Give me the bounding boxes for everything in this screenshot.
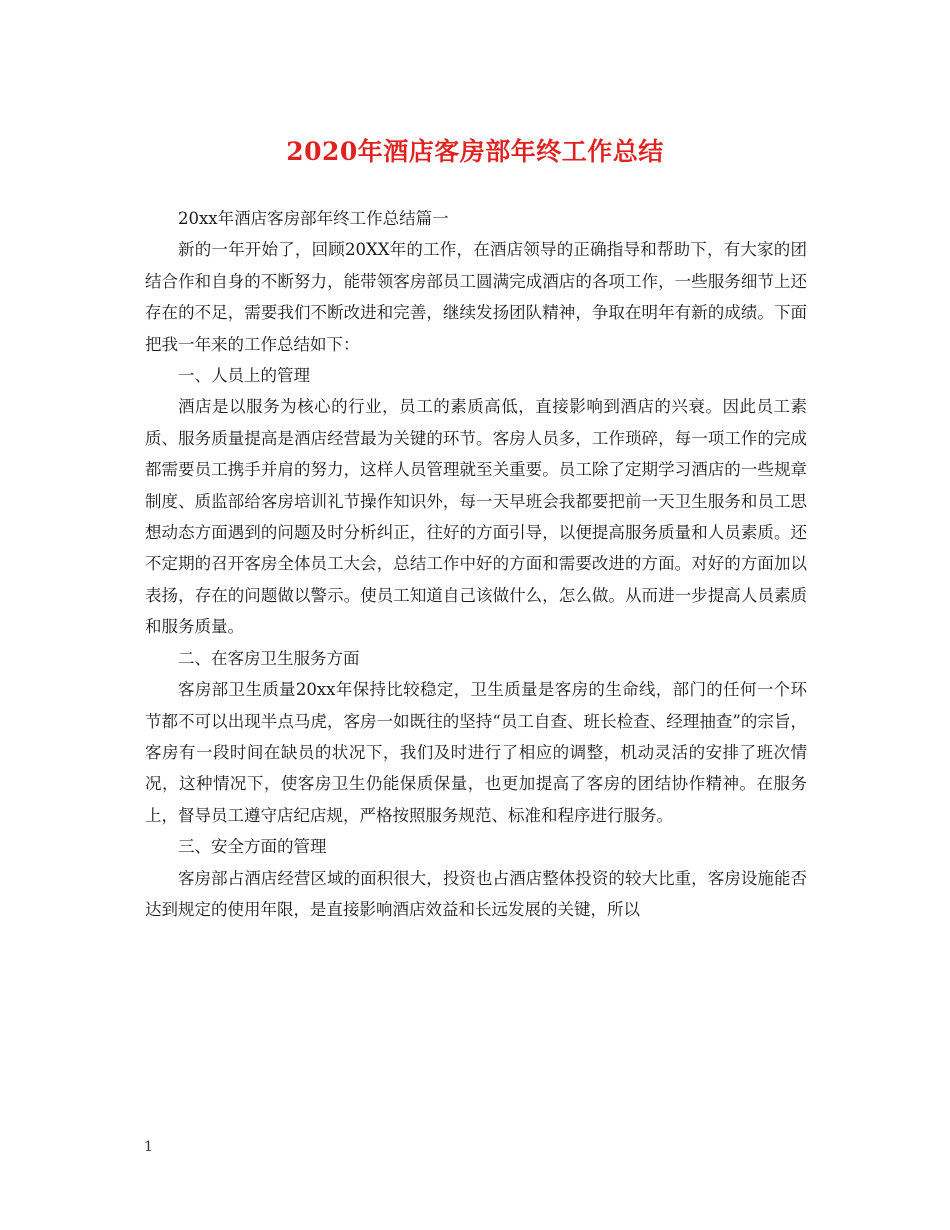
hygiene-paragraph: 客房部卫生质量20xx年保持比较稳定，卫生质量是客房的生命线，部门的任何一个环节都不可以出现半点马虎，客房一如既往的坚持“员工自查、班长检查、经理抽查”的宗旨，客房有一段时间在缺员的状况下，我们及时进行了相应的调整，机动灵活的安排了班次情况，这种情况下，使客房卫生仍能保质保量，也更加提高了客房的团结协作精神。在服务上，督导员工遵守店纪店规，严格按照服务规范、标准和程序进行服务。 bbox=[145, 680, 807, 825]
personnel-paragraph: 酒店是以服务为核心的行业，员工的素质高低，直接影响到酒店的兴衰。因此员工素质、服务质量提高是酒店经营最为关键的环节。客房人员多，工作琐碎，每一项工作的完成都需要员工携手并肩的努力，这样人员管理就至关重要。员工除了定期学习酒店的一些规章制度、质监部给客房培训礼节操作知识外，每一天早班会我都要把前一天卫生服务和员工思想动态方面遇到的问题及时分析纠正，往好的方面引导，以便提高服务质量和人员素质。还不定期的召开客房全体员工大会，总结工作中好的方面和需要改进的方面。对好的方面加以表扬，存在的问题做以警示。使员工知道自己该做什么，怎么做。从而进一步提高人员素质和服务质量。 bbox=[145, 397, 807, 637]
section-heading-personnel: 一、人员上的管理 bbox=[178, 366, 310, 386]
section-heading-hygiene: 二、在客房卫生服务方面 bbox=[178, 648, 360, 668]
document-title: 2020年酒店客房部年终工作总结 bbox=[286, 137, 664, 166]
section-heading-safety: 三、安全方面的管理 bbox=[178, 837, 327, 857]
intro-paragraph: 新的一年开始了，回顾20XX年的工作，在酒店领导的正确指导和帮助下，有大家的团结合作和自身的不断努力，能带领客房部员工圆满完成酒店的各项工作，一些服务细节上还存在的不足，需要我们不断改进和完善，继续发扬团队精神，争取在明年有新的成绩。下面把我一年来的工作总结如下： bbox=[145, 240, 807, 354]
subtitle-paragraph: 20xx年酒店客房部年终工作总结篇一 bbox=[178, 209, 449, 228]
safety-paragraph: 客房部占酒店经营区域的面积很大，投资也占酒店整体投资的较大比重，客房设施能否达到规定的使用年限，是直接影响酒店效益和长远发展的关键，所以 bbox=[145, 868, 807, 919]
page-number: 1 bbox=[144, 1139, 153, 1155]
document-body bbox=[145, 203, 807, 925]
